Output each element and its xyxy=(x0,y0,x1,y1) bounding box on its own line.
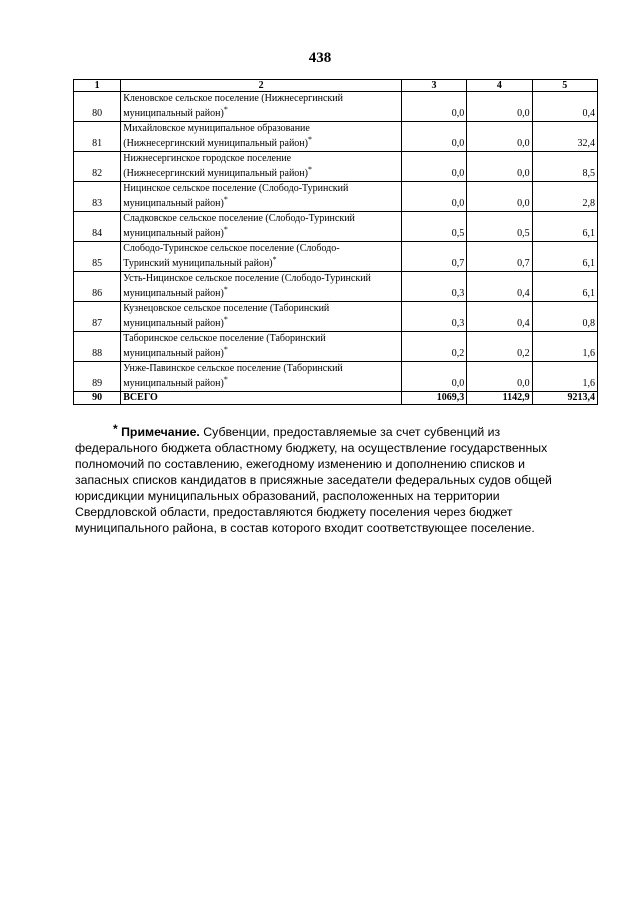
table-row xyxy=(74,332,598,362)
table-row xyxy=(74,182,598,212)
table-row xyxy=(74,92,598,122)
value-col3: 0,0 xyxy=(401,122,466,152)
footnote-marker: * xyxy=(223,284,228,294)
total-col3: 1069,3 xyxy=(401,392,466,405)
value-col4: 0,0 xyxy=(467,92,532,122)
footnote-star: * xyxy=(113,422,118,436)
column-header: 3 xyxy=(401,80,466,92)
footnote-marker: * xyxy=(272,254,277,264)
row-number: 89 xyxy=(74,362,121,392)
row-name xyxy=(121,182,402,212)
table-row xyxy=(74,272,598,302)
row-name-line2: муниципальный район) xyxy=(123,107,224,119)
value-col3: 0,0 xyxy=(401,92,466,122)
value-col5: 6,1 xyxy=(532,242,597,272)
value-col3: 0,3 xyxy=(401,302,466,332)
row-name-line2: муниципальный район) xyxy=(123,347,224,359)
table-row xyxy=(74,152,598,182)
total-col5: 9213,4 xyxy=(532,392,597,405)
row-number: 88 xyxy=(74,332,121,362)
value-col4: 0,7 xyxy=(467,242,532,272)
row-name-line1: Унже-Павинское сельское поселение (Таборинский xyxy=(123,363,343,374)
row-name-line2: муниципальный район) xyxy=(123,287,224,299)
footnote-marker: * xyxy=(223,104,228,114)
value-col3: 0,2 xyxy=(401,332,466,362)
value-col3: 0,0 xyxy=(401,182,466,212)
row-name xyxy=(121,302,402,332)
footnote-marker: * xyxy=(223,344,228,354)
footnote-label: Примечание. xyxy=(121,425,200,439)
value-col5: 6,1 xyxy=(532,272,597,302)
row-name-line1: Нижнесергинское городское поселение xyxy=(123,153,292,164)
row-name xyxy=(121,152,402,182)
value-col5: 6,1 xyxy=(532,212,597,242)
row-name-line2: Туринский муниципальный район) xyxy=(123,257,273,269)
value-col5: 1,6 xyxy=(532,362,597,392)
row-name-line1: Таборинское сельское поселение (Таборинский xyxy=(123,333,326,344)
footnote-marker: * xyxy=(307,134,312,144)
table-row xyxy=(74,242,598,272)
row-number: 86 xyxy=(74,272,121,302)
row-name-line1: Кузнецовское сельское поселение (Таборинский xyxy=(123,303,330,314)
row-name-line2: муниципальный район) xyxy=(123,197,224,209)
row-name xyxy=(121,212,402,242)
table-header-row xyxy=(74,80,598,92)
footnote-marker: * xyxy=(307,164,312,174)
row-name xyxy=(121,332,402,362)
footnote-marker: * xyxy=(223,224,228,234)
value-col5: 0,4 xyxy=(532,92,597,122)
table-body xyxy=(74,92,598,405)
total-row xyxy=(74,392,598,405)
value-col3: 0,0 xyxy=(401,362,466,392)
footnote-marker: * xyxy=(223,374,228,384)
column-header: 4 xyxy=(467,80,532,92)
row-number: 84 xyxy=(74,212,121,242)
row-name-line1: Слободо-Туринское сельское поселение (Слободо- xyxy=(123,243,340,254)
row-name-line2: (Нижнесергинский муниципальный район) xyxy=(123,167,308,179)
row-name-line1: Ницинское сельское поселение (Слободо-Туринский xyxy=(123,183,349,194)
row-number: 81 xyxy=(74,122,121,152)
value-col4: 0,4 xyxy=(467,302,532,332)
value-col3: 0,5 xyxy=(401,212,466,242)
value-col4: 0,0 xyxy=(467,122,532,152)
value-col5: 1,6 xyxy=(532,332,597,362)
row-number: 83 xyxy=(74,182,121,212)
column-header: 5 xyxy=(532,80,597,92)
total-label: ВСЕГО xyxy=(121,392,402,405)
row-number: 87 xyxy=(74,302,121,332)
row-number: 82 xyxy=(74,152,121,182)
total-col4: 1142,9 xyxy=(467,392,532,405)
value-col4: 0,0 xyxy=(467,182,532,212)
footnote-text: Субвенции, предоставляемые за счет субвенций из федерального бюджета областному бюджету, на осуществление государственных полномочий по составлению, ежегодному изменению и дополнению списков и запасных списков кандидатов в присяжные заседатели федеральных судов общей юрисдикции муниципальных образований, расположенных на территории Свердловской области, предоставляются бюджету поселения через бюджет муниципального района, в состав которого входит соответствующее поселение. xyxy=(75,425,552,535)
row-name-line2: муниципальный район) xyxy=(123,227,224,239)
column-header: 1 xyxy=(74,80,121,92)
footnote-marker: * xyxy=(223,314,228,324)
value-col5: 32,4 xyxy=(532,122,597,152)
row-name-line2: муниципальный район) xyxy=(123,377,224,389)
subvention-table xyxy=(73,79,598,405)
footnote xyxy=(75,424,575,536)
table-row xyxy=(74,122,598,152)
row-number: 85 xyxy=(74,242,121,272)
row-name xyxy=(121,242,402,272)
value-col3: 0,7 xyxy=(401,242,466,272)
row-name-line1: Кленовское сельское поселение (Нижнесергинский xyxy=(123,93,343,104)
page-number: 438 xyxy=(308,50,332,66)
value-col5: 0,8 xyxy=(532,302,597,332)
row-name xyxy=(121,122,402,152)
value-col5: 8,5 xyxy=(532,152,597,182)
value-col4: 0,4 xyxy=(467,272,532,302)
total-number: 90 xyxy=(74,392,121,405)
value-col4: 0,5 xyxy=(467,212,532,242)
row-name-line1: Усть-Ницинское сельское поселение (Слободо-Туринский xyxy=(123,273,371,284)
value-col3: 0,0 xyxy=(401,152,466,182)
value-col4: 0,0 xyxy=(467,152,532,182)
row-name-line2: муниципальный район) xyxy=(123,317,224,329)
row-name-line1: Сладковское сельское поселение (Слободо-Туринский xyxy=(123,213,355,224)
row-name xyxy=(121,362,402,392)
value-col3: 0,3 xyxy=(401,272,466,302)
value-col5: 2,8 xyxy=(532,182,597,212)
row-name xyxy=(121,272,402,302)
table-row xyxy=(74,302,598,332)
column-header: 2 xyxy=(121,80,402,92)
row-name-line1: Михайловское муниципальное образование xyxy=(123,123,310,134)
value-col4: 0,2 xyxy=(467,332,532,362)
row-name xyxy=(121,92,402,122)
row-number: 80 xyxy=(74,92,121,122)
value-col4: 0,0 xyxy=(467,362,532,392)
table-row xyxy=(74,362,598,392)
row-name-line2: (Нижнесергинский муниципальный район) xyxy=(123,137,308,149)
footnote-marker: * xyxy=(223,194,228,204)
table-row xyxy=(74,212,598,242)
